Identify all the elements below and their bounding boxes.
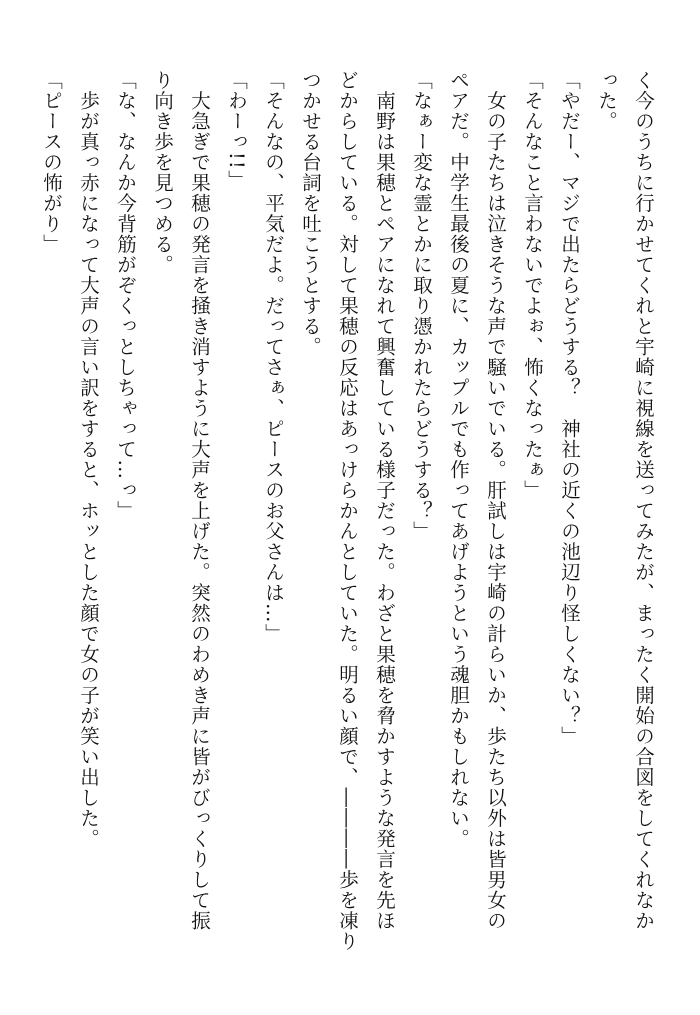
text-line-3: 「やだー、マジで出たらどうする？ 神社の近くの池辺り怪しくない？」 (558, 70, 581, 747)
text-line-8: 南野は果穂とペアになれて興奮している様子だった。わざと果穂を脅かすような発言を先ほ (373, 70, 396, 931)
text-line-15: 「な、なんか今背筋がぞくっとしちゃって…っ」 (114, 70, 137, 521)
text-line-10: つかせる台詞を吐こうとする。 (299, 70, 322, 357)
text-line-16: 歩が真っ赤になって大声の言い訳をすると、ホッとした顔で女の子が笑い出した。 (77, 70, 100, 849)
text-line-13: 大急ぎで果穂の発言を掻き消すように大声を上げた。突然のわめき声に皆がびっくりして振 (188, 70, 211, 931)
text-line-17: 「ピースの怖がり」 (40, 70, 63, 255)
text-line-14: り向き歩を見つめる。 (151, 70, 174, 275)
text-line-7: 「なぁー変な霊とかに取り憑かれたらどうする？」 (410, 70, 433, 542)
text-line-11: 「そんなの、平気だよ。だってさぁ、ピースのお父さんは…」 (262, 70, 285, 644)
text-line-12: 「わーっ!!」 (225, 70, 248, 191)
text-line-4: 「そんなこと言わないでよぉ、怖くなったぁ」 (521, 70, 544, 501)
text-line-6: ペアだ。中学生最後の夏に、カップルでも作ってあげようという魂胆かもしれない。 (447, 70, 470, 849)
text-line-5: 女の子たちは泣きそうな声で騒いでいる。肝試しは宇崎の計らいか、歩たち以外は皆男女の (484, 70, 507, 931)
text-line-2: った。 (595, 70, 618, 132)
vertical-text-body (33, 70, 662, 952)
text-line-9: どからしている。対して果穂の反応はあっけらかんとしていた。明るい顔で、――――歩を凍り (336, 70, 359, 952)
text-line-1: く今のうちに行かせてくれと宇崎に視線を送ってみたが、まったく開始の合図をしてくれなか (632, 70, 655, 931)
